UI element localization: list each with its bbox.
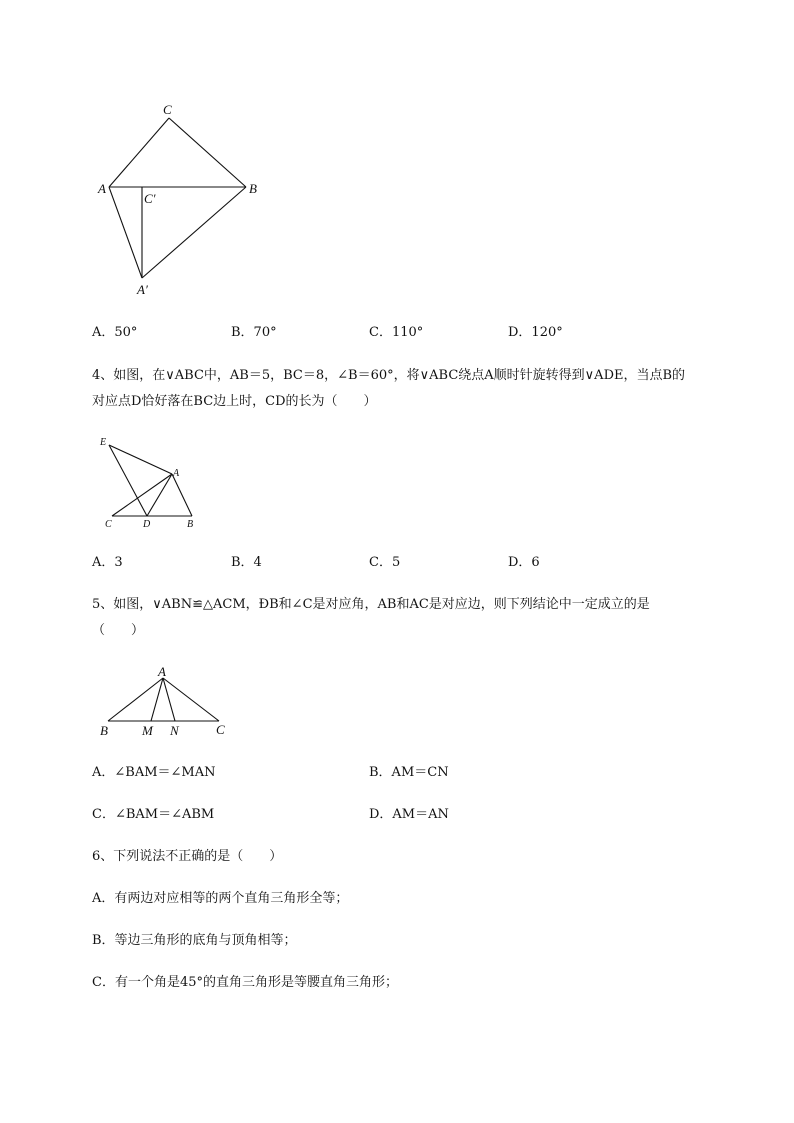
segment-ac [112, 474, 172, 516]
q5-option-a[interactable]: A．∠BAM＝∠MAN [92, 765, 216, 780]
figure-q5 [95, 662, 235, 742]
q6-option-a[interactable]: A．有两边对应相等的两个直角三角形全等； [92, 891, 349, 906]
label-a: A [173, 468, 180, 479]
segment-ac [163, 678, 219, 721]
label-c-prime: C′ [144, 191, 156, 206]
q6-stem: 6、下列说法不正确的是（ ） [92, 849, 283, 864]
segment-ea [109, 445, 172, 474]
figure-q4 [95, 432, 210, 532]
label-m: M [142, 723, 153, 738]
label-c: C [105, 519, 112, 530]
label-b: B [249, 181, 257, 196]
segment-am [151, 678, 163, 721]
q5-option-c[interactable]: C．∠BAM＝∠ABM [92, 807, 215, 822]
q6-option-c[interactable]: C．有一个角是45°的直角三角形是等腰直角三角形； [92, 975, 398, 990]
figure-q3 [90, 100, 280, 300]
q4-option-b[interactable]: B．4 [231, 555, 262, 570]
q4-stem-line2: 对应点D恰好落在BC边上时，CD的长为（ ） [92, 394, 377, 409]
segment-ab [108, 678, 163, 721]
q3-option-a[interactable]: A．50° [92, 325, 138, 340]
segment-b-a-prime [142, 187, 246, 278]
q4-stem-line1: 4、如图，在∨ABC中，AB＝5，BC＝8，∠B＝60°，将∨ABC绕点A顺时针旋转得到∨ADE，当点B的 [92, 368, 686, 383]
label-a-prime: A′ [137, 282, 148, 297]
segment-ca [109, 118, 169, 187]
segment-cb [169, 118, 246, 187]
q4-option-d[interactable]: D．6 [508, 555, 540, 570]
q5-option-b[interactable]: B．AM＝CN [369, 765, 449, 780]
label-b: B [100, 723, 108, 738]
q3-option-c[interactable]: C．110° [369, 325, 424, 340]
label-e: E [100, 437, 107, 448]
label-a: A [98, 181, 106, 196]
label-c: C [216, 722, 225, 737]
segment-ad [147, 474, 172, 516]
q3-option-b[interactable]: B．70° [231, 325, 277, 340]
q4-option-c[interactable]: C．5 [369, 555, 401, 570]
label-b: B [187, 519, 194, 530]
segment-ab [172, 474, 192, 516]
label-a: A [158, 664, 166, 679]
q5-stem-line1: 5、如图，∨ABN≌△ACM，ÐB和∠C是对应角，AB和AC是对应边，则下列结论中一定成立的是 [92, 597, 650, 612]
q5-option-d[interactable]: D．AM＝AN [369, 807, 449, 822]
q3-option-d[interactable]: D．120° [508, 325, 563, 340]
label-c: C [163, 102, 172, 117]
label-n: N [170, 723, 179, 738]
q5-stem-line2: （ ） [92, 623, 145, 638]
q4-option-a[interactable]: A．3 [92, 555, 123, 570]
label-d: D [143, 519, 151, 530]
segment-an [163, 678, 175, 721]
segment-a-a-prime [109, 187, 142, 278]
q6-option-b[interactable]: B．等边三角形的底角与顶角相等； [92, 933, 297, 948]
